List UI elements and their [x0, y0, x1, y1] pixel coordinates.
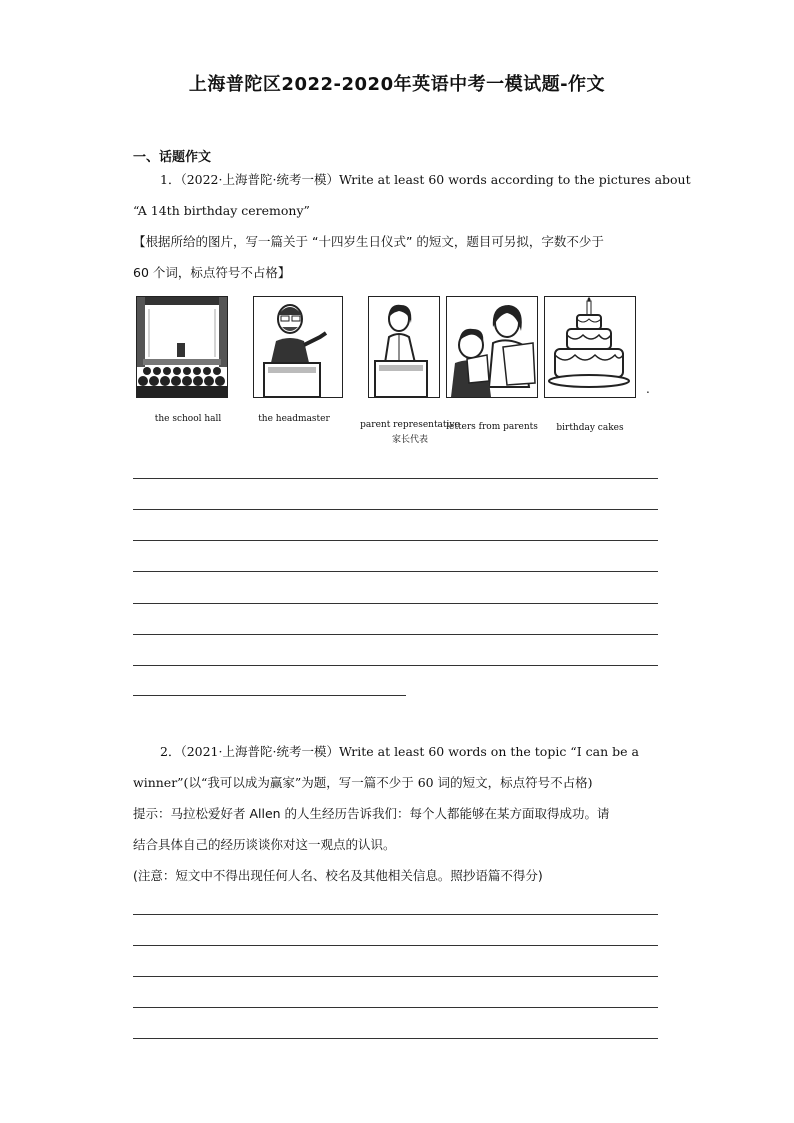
question-1-instruction-cont: 60 个词，标点符号不占格】 — [133, 265, 291, 280]
trailing-period: . — [646, 382, 650, 396]
school-hall-picture — [136, 296, 228, 398]
question-1-topic: “A 14th birthday ceremony” — [133, 203, 310, 218]
question-2-hint: 提示：马拉松爱好者 Allen 的人生经历告诉我们：每个人都能够在某方面取得成功。请 — [133, 806, 610, 821]
caption-parent-representative-cn: 家长代表 — [391, 435, 428, 445]
answer-line[interactable] — [133, 478, 658, 479]
question-2-hint-cont: 结合具体自己的经历谈谈你对这一观点的认识。 — [133, 837, 396, 852]
birthday-cakes-picture — [544, 296, 636, 398]
parent-representative-picture — [368, 296, 440, 398]
answer-line[interactable] — [133, 603, 658, 604]
page-title: 上海普陀区2022-2020年英语中考一模试题-作文 — [188, 74, 606, 95]
answer-line-short[interactable] — [133, 695, 406, 696]
question-1-instruction: 【根据所给的图片，写一篇关于 “十四岁生日仪式” 的短文，题目可另拟，字数不少于 — [133, 234, 604, 249]
answer-line[interactable] — [133, 634, 658, 635]
section-heading: 一、话题作文 — [133, 150, 212, 165]
answer-line[interactable] — [133, 1007, 658, 1008]
picture-strip — [136, 296, 656, 456]
question-2-prompt: 2．（2021·上海普陀·统考一模）Write at least 60 words on the topic “I can be a — [160, 744, 639, 759]
answer-line[interactable] — [133, 665, 658, 666]
answer-line[interactable] — [133, 976, 658, 977]
question-1-prompt: 1．（2022·上海普陀·统考一模）Write at least 60 words according to the pictures about — [160, 172, 691, 187]
caption-birthday-cakes: birthday cakes — [556, 423, 624, 433]
caption-school-hall: the school hall — [154, 414, 222, 424]
caption-headmaster: the headmaster — [258, 414, 330, 424]
question-2-topic: winner”(以“我可以成为赢家”为题，写一篇不少于 60 词的短文，标点符号不占格) — [133, 775, 593, 790]
answer-line[interactable] — [133, 571, 658, 572]
answer-line[interactable] — [133, 945, 658, 946]
caption-parent-representative: parent representative — [360, 420, 460, 430]
letters-from-parents-picture — [446, 296, 538, 398]
answer-line[interactable] — [133, 914, 658, 915]
headmaster-picture — [253, 296, 343, 398]
answer-line[interactable] — [133, 509, 658, 510]
answer-line[interactable] — [133, 1038, 658, 1039]
caption-letters-from-parents: letters from parents — [446, 422, 538, 432]
question-2-note: (注意：短文中不得出现任何人名、校名及其他相关信息。照抄语篇不得分) — [133, 868, 543, 883]
answer-line[interactable] — [133, 540, 658, 541]
